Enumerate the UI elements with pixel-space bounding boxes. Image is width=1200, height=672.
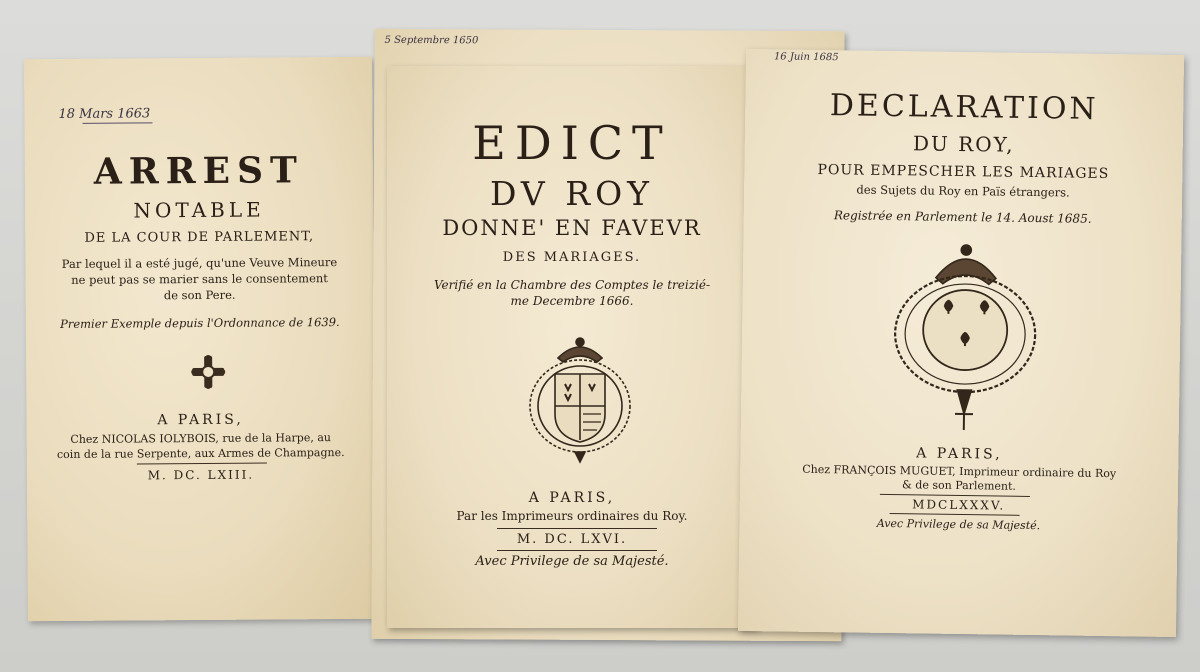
document-declaration [738,49,1184,637]
city-paris: A PARIS, [157,411,244,429]
cross-ornament-icon [190,354,226,390]
privilege-edict: Avec Privilege de sa Majesté. [475,554,669,569]
title-empescher: POUR EMPESCHER LES MARIAGES [817,161,1110,183]
privilege-decl: Avec Privilege de sa Majesté. [876,516,1041,533]
publisher-decl-1: Chez FRANÇOIS MUGUET, Imprimeur ordinaire du Roy [802,462,1117,481]
title-declaration: DECLARATION [829,88,1099,127]
document-edict [387,66,757,628]
publisher-decl-2: & de son Parlement. [901,478,1017,493]
royal-arms-fleur-de-lis-icon [889,237,1042,439]
title-du-roy-decl: DU ROY, [912,131,1015,157]
body-line-3: de son Pere. [163,287,236,303]
handwritten-date-note: 18 Mars 1663 [58,106,151,122]
publisher-line-1: Chez NICOLAS IOLYBOIS, rue de la Harpe, au [70,431,332,446]
document-arrest [24,57,376,621]
handwritten-date-note-back: 5 Septembre 1650 [384,34,479,47]
subtitle-sujets: des Sujets du Roy en Païs étrangers. [856,182,1070,200]
body-line-1: Par lequel il a esté jugé, qu'une Veuve Mineure [61,255,338,271]
year-edict: M. DC. LXVI. [516,532,628,547]
publisher-edict: Par les Imprimeurs ordinaires du Roy. [456,509,688,523]
handwritten-date-note-right: 16 Juin 1685 [773,51,839,64]
subtitle-notable: NOTABLE [133,197,265,223]
verification-line-1: Verifié en la Chambre des Comptes le treizié- [433,278,711,292]
city-paris-edict: A PARIS, [528,490,616,506]
title-du-roy: DV ROY [490,174,654,213]
year-decl: MDCLXXXV. [912,497,1006,513]
title-arrest: ARREST [93,149,304,193]
year-roman: M. DC. LXIII. [147,467,255,483]
registree-line: Registrée en Parlement le 14. Aoust 1685. [833,208,1092,226]
body-line-2: ne peut pas se marier sans le consentement [71,271,328,287]
publisher-line-2: coin de la rue Serpente, aux Armes de Champagne. [56,445,345,462]
title-donne: DONNE' EN FAVEVR [442,216,702,240]
verification-line-2: me Decembre 1666. [510,294,634,308]
title-mariages: DES MARIAGES. [502,250,642,265]
royal-coat-of-arms-icon [525,328,635,468]
premier-exemple: Premier Exemple depuis l'Ordonnance de 1639. [60,315,340,331]
court-line: DE LA COUR DE PARLEMENT, [84,229,315,246]
city-paris-decl: A PARIS, [916,445,1003,463]
title-edict: EDICT [472,116,672,170]
